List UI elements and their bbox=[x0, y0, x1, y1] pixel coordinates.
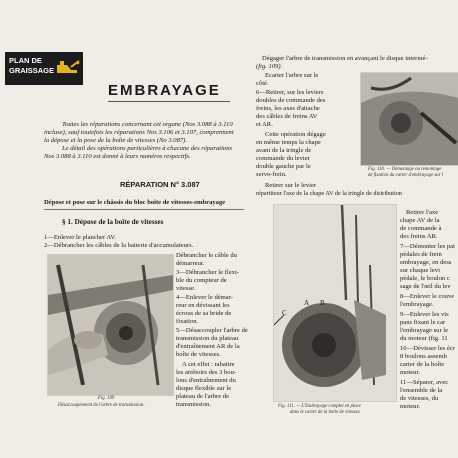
step-line: les arrêtoirs des 3 bou- bbox=[176, 369, 237, 376]
col3-line: des freins AR. bbox=[400, 233, 438, 240]
step-line: 1—Enlever le plancher AV. bbox=[44, 234, 116, 241]
step-line: transmission du plateau bbox=[176, 335, 239, 342]
figure-111-label-b: B bbox=[320, 299, 325, 307]
repair-heading: RÉPARATION N° 3.087 bbox=[120, 180, 200, 189]
step-line: transmission. bbox=[176, 401, 211, 408]
col3-line: l'embrayage sur le bbox=[400, 327, 449, 334]
col2-line: commande du levier bbox=[256, 155, 310, 162]
col2-line: en même temps la chape bbox=[256, 139, 321, 146]
col3-line: 8—Enlever le couve bbox=[400, 293, 455, 300]
col2-line: répartiteur l'axe de la chape AV de la tringle de distribution bbox=[256, 190, 402, 197]
col2-line: Retirer sur le levier bbox=[265, 182, 317, 189]
step-line: d'entraînement AR de la bbox=[176, 343, 240, 350]
col3-line: pédale, le boulon c bbox=[400, 275, 450, 282]
figure-111-photo bbox=[273, 204, 397, 402]
col3-line: Retirer l'axe bbox=[406, 209, 439, 216]
col2-line: freins, les axes d'attache bbox=[256, 105, 320, 112]
col2-line: Ecarter l'arbre sur le bbox=[265, 72, 319, 79]
step-line: 5—Désaccoupler l'arbre de bbox=[176, 327, 248, 334]
col2-line: et AR. bbox=[256, 121, 273, 128]
col3-line: 11—Séparer, avec bbox=[400, 379, 449, 386]
oil-can-icon bbox=[54, 57, 80, 79]
col3-line: 8 boulons assemb bbox=[400, 353, 447, 360]
col3-line: sur chaque levi bbox=[400, 267, 440, 274]
col3-line: moteur. bbox=[400, 403, 420, 410]
col3-line: de commande à bbox=[400, 225, 442, 232]
col3-line: sage de l'œil du lev bbox=[400, 283, 451, 290]
col3-line: de vitesses, du bbox=[400, 395, 439, 402]
figure-111-label-a: A bbox=[304, 299, 310, 307]
step-line: 2—Débrancher les câbles de la batterie d'accumulateurs. bbox=[44, 242, 194, 249]
col2-line: avant de la tringle de bbox=[256, 147, 312, 154]
step-line: ble du compteur de bbox=[176, 277, 227, 284]
col2-line: Cette opération dégage bbox=[265, 131, 326, 138]
col3-line: l'ensemble de la bbox=[400, 387, 443, 394]
figure-111-label-c: C bbox=[282, 309, 287, 317]
step-line: Débrancher le câble du bbox=[176, 252, 237, 259]
figure-110-photo bbox=[360, 72, 458, 166]
col2-line: (fig. 109). bbox=[256, 63, 283, 70]
col3-line: 10—Dévisser les écr bbox=[400, 345, 455, 352]
step-line: 3—Débrancher le flexi- bbox=[176, 269, 239, 276]
col2-line: Dégager l'arbre de transmission en avançant le disque intermé- bbox=[262, 55, 428, 62]
section-heading: § 1. Dépose de la boîte de vitesses bbox=[62, 218, 164, 226]
step-line: écrous de sa bride de bbox=[176, 310, 232, 317]
step-line: démarreur. bbox=[176, 260, 205, 267]
col2-line: double gauche par le bbox=[256, 163, 311, 170]
col2-line: 6—Retirer, sur les leviers bbox=[256, 89, 324, 96]
intro-line: Le détail des opérations particulières à chacune des réparations bbox=[62, 145, 233, 152]
col3-line: pédales de frein bbox=[400, 251, 442, 258]
col3-line: pans fixant le car bbox=[400, 319, 446, 326]
col3-line: moteur. bbox=[400, 369, 420, 376]
badge-line2: GRAISSAGE bbox=[9, 66, 55, 75]
figure-109-photo bbox=[47, 254, 174, 396]
col3-line: embrayage, en dess bbox=[400, 259, 452, 266]
badge-line1: PLAN DE bbox=[9, 56, 42, 65]
subheading-rule bbox=[44, 209, 244, 210]
col3-line: l'embrayage. bbox=[400, 301, 434, 308]
intro-line: Nos 3.088 à 3.110 est donné à leurs numéros respectifs. bbox=[44, 153, 191, 160]
figure-109-caption: Désaccouplement de l'arbre de transmission. bbox=[58, 403, 145, 408]
col3-line: chape AV de la bbox=[400, 217, 440, 224]
intro-line: Toutes les réparations concernant cet organe (Nos 3.088 à 3.110 bbox=[62, 121, 233, 128]
col3-line: 7—Démonter les pat bbox=[400, 243, 455, 250]
step-line: 4—Enlever le démar- bbox=[176, 294, 233, 301]
step-line: plateau de l'arbre de bbox=[176, 393, 229, 400]
step-line: fixation. bbox=[176, 318, 199, 325]
col2-line: côté. bbox=[256, 80, 269, 87]
step-line: reur en dévissant les bbox=[176, 302, 230, 309]
step-line: boîte de vitesses. bbox=[176, 351, 221, 358]
page-title: EMBRAYAGE bbox=[108, 82, 221, 99]
transmission-disconnect-photo bbox=[48, 255, 173, 395]
col3-line: 9—Enlever les vis bbox=[400, 311, 449, 318]
figure-110-caption: de fixation du carter d'embrayage sur l bbox=[368, 173, 444, 178]
intro-line: la dépose et la pose de la boîte de vitesses (No 3.087). bbox=[44, 137, 188, 144]
clutch-housing-photo bbox=[361, 73, 458, 165]
subheading: Dépose et pose sur le châssis du bloc boîte de vitesses-embrayage bbox=[44, 199, 226, 206]
lubrication-plan-badge[interactable] bbox=[5, 52, 83, 85]
col3-line: carter de la boîte bbox=[400, 361, 445, 368]
col2-line: doubles de commande des bbox=[256, 97, 326, 104]
intro-line: incluse), sauf toutefois les réparations Nos 3.106 et 3.107, comprennent bbox=[44, 129, 234, 136]
col2-line: des câbles de freins AV bbox=[256, 113, 318, 120]
figure-109-number: Fig. 109 bbox=[98, 396, 115, 401]
figure-110-caption: Fig. 110. — Démontage ou remontage bbox=[368, 167, 442, 172]
figure-111-caption: Fig. 111. — L'Embrayage complet en place bbox=[278, 404, 361, 409]
step-line: disque flexible sur le bbox=[176, 385, 232, 392]
step-line: lons d'entraînement du bbox=[176, 377, 236, 384]
col2-line: servo-frein. bbox=[256, 171, 287, 178]
clutch-assembly-photo bbox=[274, 205, 396, 401]
figure-111-caption: dans le carter de la boîte de vitesses bbox=[290, 410, 360, 415]
step-line: A cet effet : rabattre bbox=[182, 361, 235, 368]
col3-line: du moteur (fig. 11 bbox=[400, 335, 448, 342]
title-underline bbox=[108, 101, 230, 102]
step-line: vitesse. bbox=[176, 285, 196, 292]
